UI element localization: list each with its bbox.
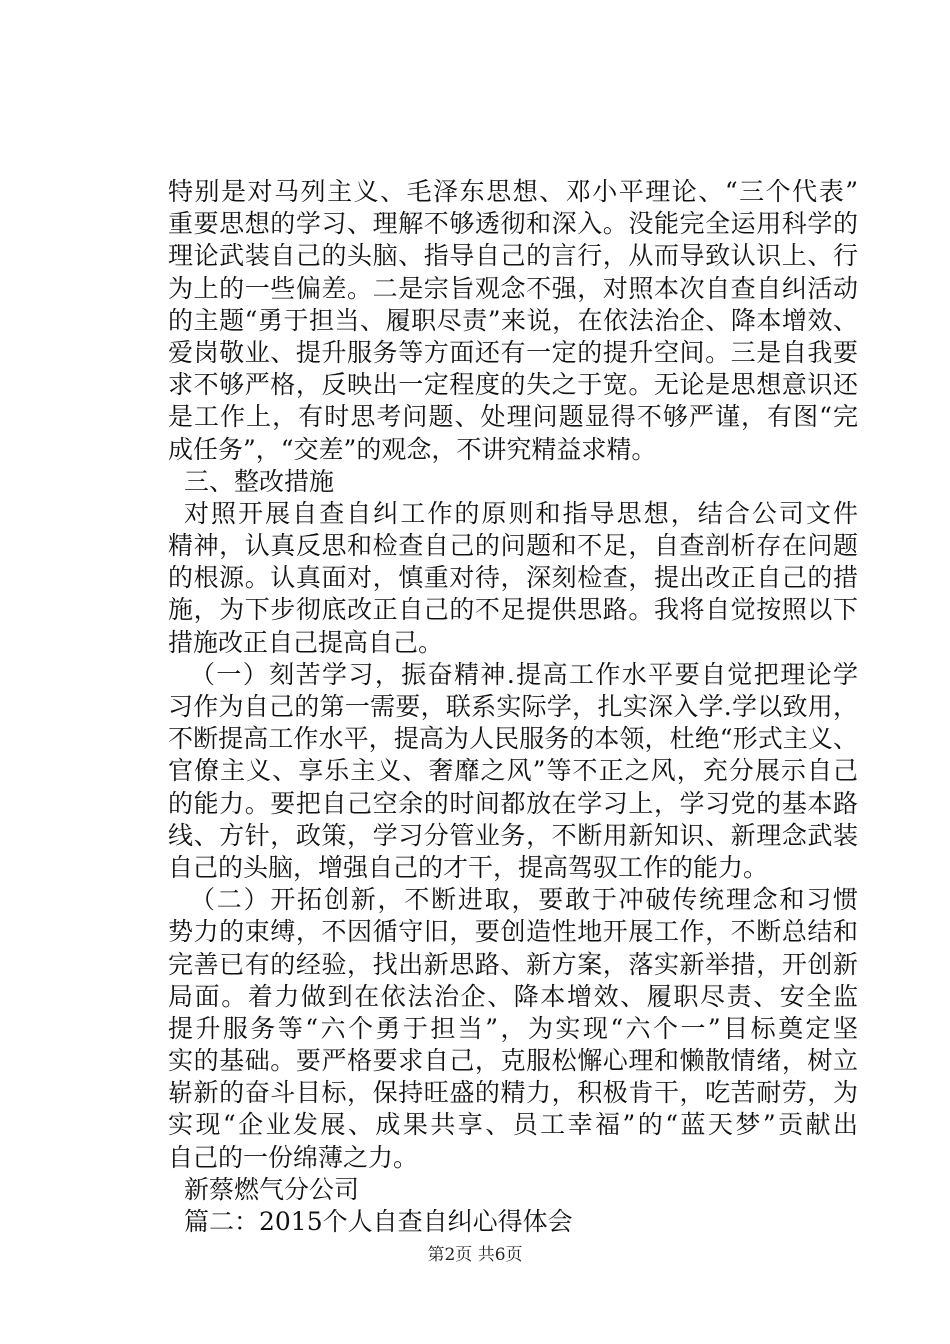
- document-body: [168, 176, 858, 1238]
- text-line: （一）刻苦学习，振奋精神.提高工作水平要自觉把理论学: [190, 659, 858, 689]
- text-line: 完善已有的经验，找出新思路、新方案，落实新举措，开创新: [168, 949, 858, 979]
- text-line: 的能力。要把自己空余的时间都放在学习上，学习党的基本路: [168, 788, 858, 818]
- text-line: 实的基础。要严格要求自己，克服松懈心理和懒散情绪，树立: [168, 1046, 858, 1076]
- text-line: 施，为下步彻底改正自己的不足提供思路。我将自觉按照以下: [168, 595, 858, 625]
- text-line: 自己的一份绵薄之力。: [168, 1142, 419, 1172]
- text-line: 局面。着力做到在依法治企、降本增效、履职尽责、安全监: [168, 981, 858, 1011]
- text-line: 的主题“勇于担当、履职尽责”来说，在依法治企、降本增效、: [168, 305, 858, 335]
- page-number: 第2页 共6页: [427, 1245, 523, 1265]
- text-line: 线、方针，政策，学习分管业务，不断用新知识、新理念武装: [168, 820, 858, 850]
- text-line: 实现“企业发展、成果共享、员工幸福”的“蓝天梦”贡献出: [168, 1110, 858, 1140]
- text-line: 自己的头脑，增强自己的才干，提高驾驭工作的能力。: [168, 852, 769, 882]
- text-line: 精神，认真反思和检查自己的问题和不足，自查剖析存在问题: [168, 531, 858, 561]
- text-line: （二）开拓创新，不断进取，要敢于冲破传统理念和习惯: [190, 885, 858, 915]
- text-line: 提升服务等“六个勇于担当”，为实现“六个一”目标奠定坚: [168, 1013, 858, 1043]
- text-line: 特别是对马列主义、毛泽东思想、邓小平理论、“三个代表”: [168, 177, 858, 206]
- section-heading: 三、整改措施: [184, 466, 335, 496]
- text-line: 崭新的奋斗目标，保持旺盛的精力，积极肯干，吃苦耐劳，为: [168, 1078, 858, 1108]
- signature-line: 新蔡燃气分公司: [184, 1174, 360, 1204]
- text-line: 习作为自己的第一需要，联系实际学，扎实深入学.学以致用，: [168, 692, 858, 721]
- text-line: 求不够严格，反映出一定程度的失之于宽。无论是思想意识还: [168, 370, 858, 400]
- text-line: 不断提高工作水平，提高为人民服务的本领，杜绝“形式主义、: [168, 724, 858, 754]
- text-line: 是工作上，有时思考问题、处理问题显得不够严谨，有图“完: [168, 402, 858, 432]
- text-line: 理论武装自己的头脑、指导自己的言行，从而导致认识上、行: [168, 241, 858, 271]
- text-line: 爱岗敬业、提升服务等方面还有一定的提升空间。三是自我要: [168, 337, 858, 367]
- chapter-heading: 篇二：2015个人自查自纠心得体会: [184, 1207, 573, 1236]
- text-line: 官僚主义、享乐主义、奢靡之风”等不正之风，充分展示自己: [168, 756, 858, 786]
- text-line: 势力的束缚，不因循守旧，要创造性地开展工作，不断总结和: [168, 917, 858, 947]
- text-line: 的根源。认真面对，慎重对待，深刻检查，提出改正自己的措: [168, 563, 858, 593]
- text-line: 成任务”，“交差”的观念，不讲究精益求精。: [168, 434, 657, 464]
- text-line: 措施改正自己提高自己。: [168, 627, 444, 657]
- text-line: 对照开展自查自纠工作的原则和指导思想，结合公司文件: [184, 498, 858, 528]
- text-line: 为上的一些偏差。二是宗旨观念不强，对照本次自查自纠活动: [168, 273, 858, 303]
- text-line: 重要思想的学习、理解不够透彻和深入。没能完全运用科学的: [168, 209, 858, 239]
